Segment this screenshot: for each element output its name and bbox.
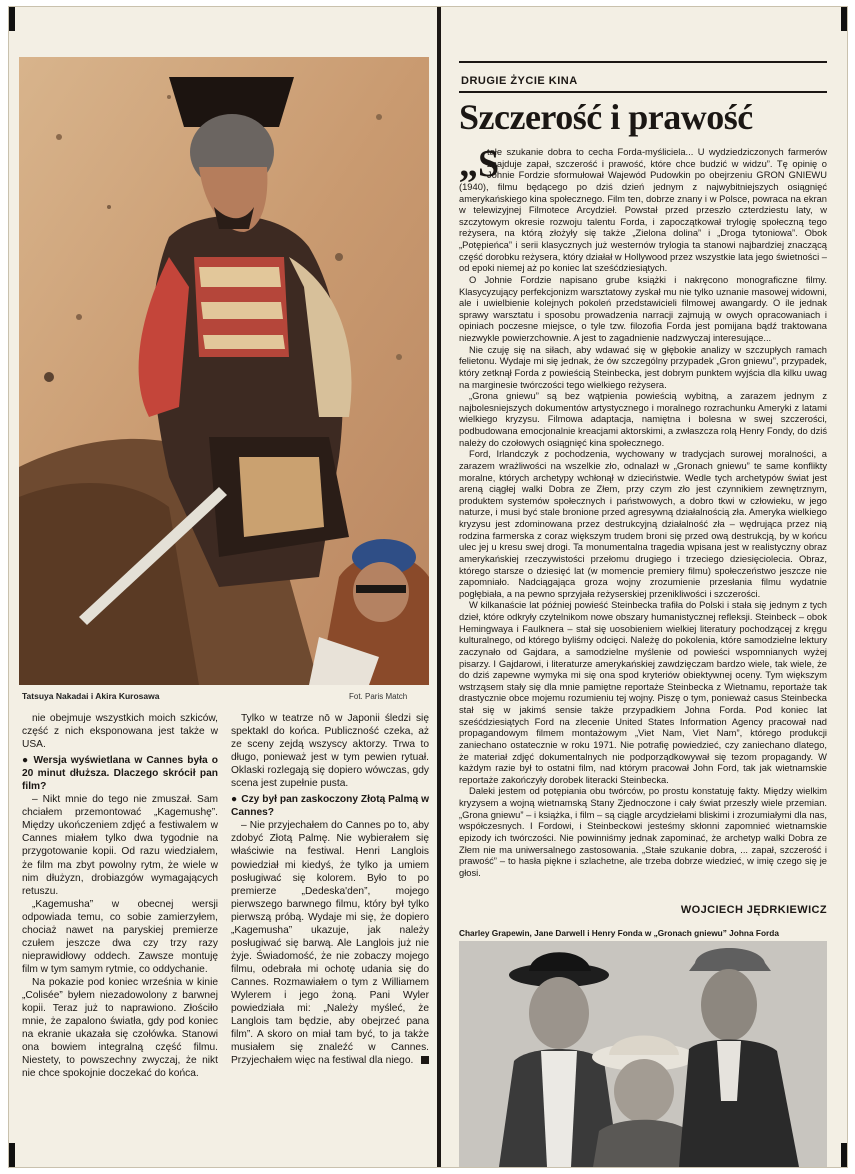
- photo-credit: Fot. Paris Match: [349, 692, 408, 701]
- article-paragraph: W kilkanaście lat później powieść Steinbecka trafiła do Polski i stała się jednym z tych dzieł, które odkryły czytelnikom nowe obszary humanistycznej refleksji. Steinbeck – obok Hemingwaya i Faulknera – stał się uosobieniem wielkiej literatury pochodzącej z kręgu kulturalnego, od którego byliśmy odcięci. Należę do pokolenia, które samodzielne lektury zaczynało od Gajdara, a samodzielne myślenie od powieści wspomnianych wyżej pisarzy. I Gajdarowi, i literaturze amerykańskiej zawdzięczam bardzo wiele, tak wiele, że do dziś zapewne wymyka mi się ona spod kryteriów obiektywnej oceny. Tym większym wstrząsem stały się dla mnie pamiętne reportaże Steinbecka z Wietnamu, reportaże tak drastycznie obce mojemu rozumieniu tej wojny. Piszę o tym, ponieważ casus Steinbecka stał się w jakimś sensie także przypadkiem Johna Forda. Pod koniec lat sześćdziesiątych Ford na zlecenie United States Information Agency pracował nad propagandowym filmem montażowym „Viet Nam, Viet Nam”, którego produkcji zaniechano ostatecznie w roku 1971. Nie potrafię powiedzieć, czy zaniechano dlatego, że materiał zdjęć dokumentalnych nie podporządkowywał się tezom propagandy. W każdym razie był to ostatni film, nad którym pracował John Ford, tak jak wietnamskie reportaże zakończyły dorobek literacki Steinbecka.: [459, 600, 827, 785]
- article-paragraph: O Johnie Fordzie napisano grube książki i nakręcono monograficzne filmy. Klasycyzujący perfekcjonizm warsztatowy zyskał mu nie tylko uznanie masowej widowni, ale i uwielbienie kolejnych pokoleń przedstawicieli filmowej awangardy. O ile jednak sprawy warsztatu i sposobu prowadzenia narracji zajmują w owych opracowaniach i opiniach poczesne miejsce, o tyle tzw. filozofia Forda jest pomijana bądź traktowana niezwykle powierzchownie. A jest to zagadnienie nadzwyczaj interesujące...: [459, 274, 827, 343]
- interview-question: [231, 793, 429, 819]
- article-title: Szczerość i prawość: [459, 97, 753, 137]
- interview-question: [22, 754, 218, 793]
- interview-paragraph: nie obejmuje wszystkich moich szkiców, część z nich eksponowana jest także w USA.: [22, 713, 218, 751]
- article-paragraph: Nie czuję się na siłach, aby wdawać się w głębokie analizy w szczupłych ramach felietonu. Wydaje mi się jednak, że ów szczególny przypadek „Gron gniewu”, przypadek, który zetknął Forda z powieścią Steinbecka, jest dobrym punktem wyjścia dla kilku uwag na marginesie twórczości tego wielkiego reżysera.: [459, 344, 827, 390]
- article-paragraph: „Grona gniewu” są bez wątpienia powieścią wybitną, a zarazem jednym z najbolesniejszych dokumentów artystycznego i moralnego rozrachunku Ameryki z latami wielkiego kryzysu. Filmowa adaptacja, namiętna i bolesna w swej szczerości, podbudowana emocjonalnie kreacjami aktorskimi, a zwłaszcza rolą Henry Fondy, do dziś należy do czołowych osiągnięć kina społecznego.: [459, 391, 827, 448]
- photo-caption: Tatsuya Nakadai i Akira Kurosawa: [22, 691, 160, 701]
- article-paragraph: [459, 143, 827, 275]
- interview-paragraph: – Nie przyjechałem do Cannes po to, aby zdobyć Złotą Palmę. Nie wybierałem się właściwie na festiwal. Henri Langlois powiedział mi kiedyś, że tylko ja umiem posługiwać się kolorem. Było to po premierze „Dedeska'den”, mojego pierwszego barwnego filmu, który był tylko pierwszą próbą. Wydaje mi się, że dopiero „Kagemusha” ukazuje, jak należy posługiwać się barwą. Ale Langlois już nie żyje. Świadomość, że nie zobaczy mojego filmu, odebrała mi ochotę udania się do Cannes. Rozmawiałem o tym z Williamem Wylerem i jego żoną. Pani Wyler powiedziała mi: „Należy myśleć, że Langlois tam będzie, aby obejrzeć pana film”. A skoro on miał tam być, to ja także musiałem się znaleźć w Cannes. Przyjechałem więc na festiwal dla niego.: [231, 820, 429, 1067]
- corner-mark: [9, 1143, 15, 1167]
- section-rule-bottom: [459, 91, 827, 93]
- samurai-photo: [19, 57, 429, 685]
- column-divider: [437, 7, 441, 1167]
- lead-text: tałe szukanie dobra to cecha Forda-myśliciela... U wydziedziczonych farmerów znajduje zapał, szczerość i prawość, które chce budzić w widzu”. Tę opinię o Johnie Fordzie sformułował Wajewód Pudowkin po obejrzeniu GRON GNIEWU (1940), filmu będącego po dziś dzień jednym z najwybitniejszych osiągnięć amerykańskiego kina społecznego. Film ten, dobrze znany i w Polsce, powraca na ekran w telewizyjnej Filmotece Arcydzieł. Powstał przed przeszło czterdziestu laty, w szczytowym okresie rozwoju talentu Forda, i zapoczątkował trylogię społeczną tego reżysera, na którą złożyły się także „Zielona dolina” i „Droga tytoniowa”. Obok „Potępieńca” i serii klasycznych już westernów trylogia ta stanowi najbardziej znaczącą część dorobku reżysera, który działał w Hollywood przez wszystkie lata jego świetności – od epoki niemej aż po koniec lat sześćdziesiątych.: [459, 147, 827, 274]
- corner-mark: [841, 7, 847, 31]
- interview-paragraph: „Kagemusha” w obecnej wersji odpowiada temu, co sobie zamierzyłem, chociaż nawet na paryskiej premierze czułem jeszcze dwa czy trzy razy nieprawidłowy oddech. Zawsze montuję film w tym samym rytmie, co oddychanie.: [22, 898, 218, 975]
- bullet-icon: ●: [22, 755, 30, 767]
- corner-mark: [9, 7, 15, 31]
- end-mark-icon: [421, 1056, 429, 1064]
- section-label: DRUGIE ŻYCIE KINA: [461, 75, 578, 87]
- article-body: [459, 143, 827, 879]
- interview-paragraph: Tylko w teatrze nō w Japonii śledzi się spektakl do końca. Publiczność czeka, aż ze sceny zejdą wszyscy aktorzy. Trwa to długo, ponieważ jest w tym pewien rytuał. Oklaski rozlegają się dopiero wówczas, gdy scena jest zupełnie pusta.: [231, 713, 429, 790]
- grapes-of-wrath-photo: [459, 941, 827, 1167]
- opening-quote: „S: [459, 143, 500, 185]
- article-paragraph: Ford, Irlandczyk z pochodzenia, wychowany w tradycjach surowej moralności, a zarazem wrażliwości na wszelkie zło, odnalazł w „Gronach gniewu” te same konflikty moralne, których archetypy wchłonął w dzieciństwie. Wedle tych archetypów świat jest areną ciągłej walki Dobra ze Złem, przy czym zło jest czynnikiem zewnętrznym, produktem systemów społecznych i państwowych, a dobro tkwi w człowieku, w jego naturze, i musi być stale bronione przed agresywną działalnością zła. Ameryka wielkiego kryzysu jest zdominowana przez destrukcyjną działalność zła – wędrująca przez nią rodzina farmerska z coraz większym trudem broni się przed ową destrukcją, by w końcu ulec jej u kresu swej drogi. Ta monumentalna tragedia wpisana jest w realistyczny obraz amerykańskiej rzeczywistości przełomu drugiego i trzeciego dziesięciolecia. Obraz, którego starsze o dziesięć lat (w momencie premiery filmu) społeczeństwo jeszcze nie zapomniało. Nadciągająca groza wojny zrozumienie przesłania filmu wydatnie pogłębiała, a na pewno sprzyjała reżyserskiej przenikliwości i szczerości.: [459, 449, 827, 599]
- interview-column-1: [22, 712, 218, 1080]
- interview-paragraph: Na pokazie pod koniec września w kinie „Colisée” byłem niezadowolony z barwnej kopii. Teraz już to naprawiono. Złościło mnie, że zapalono światła, gdy pod koniec na ekranie ukazała się czołówka. Stanowi ona bowiem integralną część filmu. Niestety, to powszechny zwyczaj, że nikt nie chce spokojnie doczekać do końca.: [22, 976, 218, 1080]
- magazine-page: [8, 6, 848, 1168]
- article-author: WOJCIECH JĘDRKIEWICZ: [680, 904, 827, 916]
- question-text: Czy był pan zaskoczony Złotą Palmą w Cannes?: [231, 794, 429, 819]
- bullet-icon: ●: [231, 794, 238, 806]
- bottom-photo-caption: Charley Grapewin, Jane Darwell i Henry Fonda w „Gronach gniewu” Johna Forda: [459, 928, 779, 938]
- interview-paragraph: – Nikt mnie do tego nie zmuszał. Sam chciałem przemontować „Kagemushę”. Między ukończeniem zdjęć a festiwalem w Cannes miałem tylko dwa tygodnie na przygotowanie kopii. Od razu wiedziałem, że film ma zbyt powolny rytm, że wiele w nim dłużyzn, drobiazgów wymagających retuszu.: [22, 794, 218, 897]
- interview-column-2: [231, 712, 429, 1067]
- corner-mark: [841, 1143, 847, 1167]
- section-rule-top: [459, 61, 827, 63]
- question-text: Wersja wyświetlana w Cannes była o 20 minut dłuższa. Dlaczego skrócił pan film?: [22, 755, 218, 793]
- article-paragraph: Daleki jestem od potępiania obu twórców, po prostu konstatuję fakty. Między wielkim kryzysem a wojną wietnamską Stany Zjednoczone i cały świat przeszły wiele przemian. „Grona gniewu” – i książka, i film – są ciągle arcydziełami bliskimi i zrozumiałymi dla nas, współczesnych. I Fordowi, i Steinbeckowi jesteśmy skłonni zapomnieć wietnamskie epizody ich twórczości. Nie powinniśmy jednak zapominać, że archetyp walki Dobra ze Złem nie ma uniwersalnego zastosowania. „Stałe szukanie dobra, ... zapał, szczerość i prawość” – to hasła piękne i szlachetne, ale trzeba dobrze wiedzieć, w imię czego się je głosi.: [459, 786, 827, 878]
